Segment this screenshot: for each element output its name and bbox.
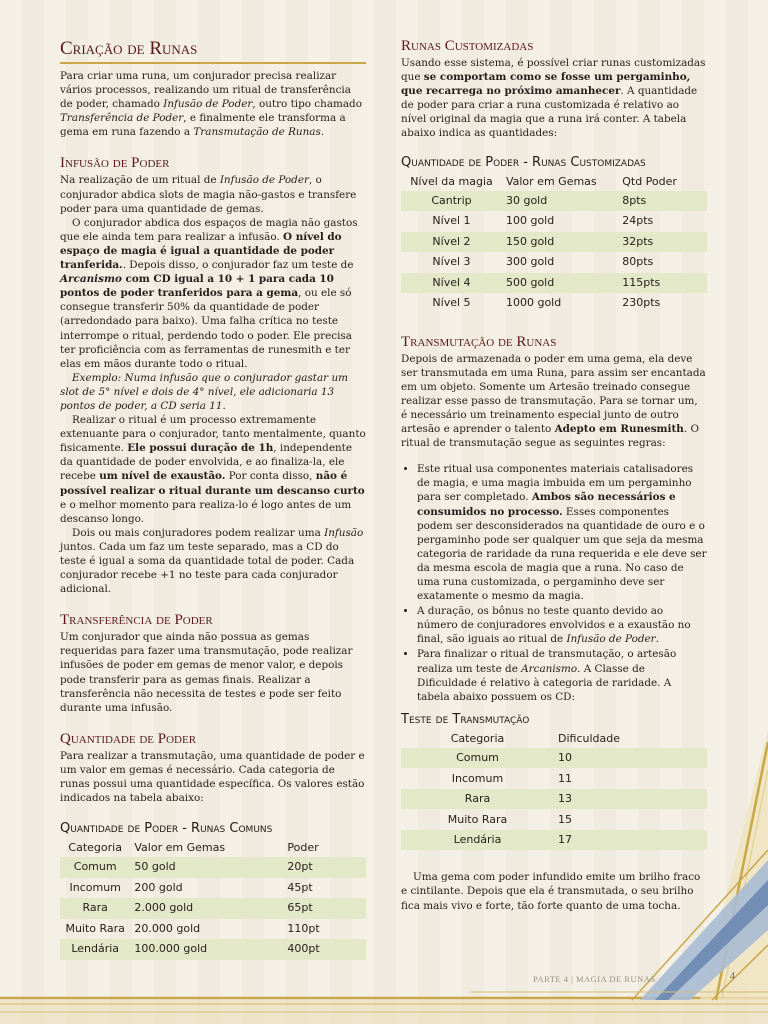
customizadas-paragraph: Usando esse sistema, é possível criar runas customizadas que se comportam como se fosse um pergaminho, que recarrega no próximo amanhecer. A quantidade de poder para criar a runa customizada é relativo ao nível original da magia que a runa irá conter. A tabela abaixo indica as quantidades: [401, 57, 706, 140]
column-header: Dificuldade [558, 731, 621, 745]
rule-item: • Este ritual usa componentes materiais catalisadores de magia, e uma magia imbuida em um pergaminho para ser completado. Ambos são necessários e consumidos no processo. Esses componentes podem ser desconsiderados na quantidade de ouro e o pergaminho pode ser qualquer um que seja da mesma categoria de raridade da runa requerida e ele deve ser da mesma escola de magia que a runa. No caso de uma runa customizada, o pergaminho deve ser exatamente o mesmo da magia. [417, 462, 707, 603]
table-cell: Rara [401, 789, 554, 810]
table-row [401, 293, 707, 314]
infusao-paragraph-2: O conjurador abdica dos espaços de magia não gastos que ele ainda tem para realizar a infusão. O nível do espaço de magia é igual a quantidade de poder tranferida.. Depois disso, o conjurador faz um teste de Arcanismo com CD igual a 10 + 1 para cada 10 pontos de poder tranferidos para a gema, ou ele só consegue transferir 50% da quantidade de poder (arredondado para baixo). Uma falha crítica no teste interrompe o ritual, perdendo todo o poder. Ele precisa ter proficiência com as ferramentas de runesmith e ter elas em mãos durante todo o ritual. [60, 216, 358, 370]
table-cell: Nível 1 [432, 214, 471, 228]
table-row [60, 939, 366, 960]
table-custom-title: Quantidade de Poder - Runas Customizadas [401, 154, 646, 170]
table-cell: 45pt [287, 880, 313, 894]
table-cell: Incomum [451, 771, 504, 785]
table-cell: Nível 5 [432, 296, 471, 310]
table-cell: 24pts [622, 214, 654, 228]
transmutacao-heading: Transmutação de Runas [401, 333, 557, 350]
table-row [60, 919, 366, 940]
table-cell: 500 gold [502, 273, 618, 294]
table-row [401, 232, 707, 253]
transferencia-heading: Transferência de Poder [60, 612, 213, 629]
table-cell: 400pt [283, 939, 366, 960]
table-cell: Nível 2 [401, 232, 502, 253]
table-row [401, 789, 707, 810]
table-cell: 115pts [618, 273, 707, 294]
table-cell: 30 gold [502, 191, 618, 212]
column-header: Categoria [450, 731, 505, 745]
table-cell: 65pt [283, 898, 366, 919]
rule-item: • A duração, os bônus no teste quanto devido ao número de conjuradores envolvidos e a exaustão no final, são iguais ao ritual de Infusão de Poder. [417, 604, 707, 646]
infusao-paragraph-3: Realizar o ritual é um processo extremamente extenuante para o conjurador, tanto mentalmente, quanto fisicamente. Ele possui duração de 1h, independente da quantidade de poder envolvida, e ao finaliza-la, ele recebe um nível de exaustão. Por conta disso, não é possível realizar o ritual durante um descanso curto e o melhor momento para realiza-lo é logo antes de um descanso longo. [60, 414, 366, 525]
table-cell: 110pt [287, 921, 320, 935]
table-cell: 17 [554, 830, 707, 851]
quantidade-heading: Quantidade de Poder [60, 730, 197, 747]
rule-item: • Para finalizar o ritual de transmutação, o artesão realiza um teste de Arcanismo. A Classe de Dificuldade é relativo à categoria de raridade. A tabela abaixo possuem os CD: [417, 647, 707, 703]
page-number: 4 [730, 971, 735, 982]
column-header: Categoria [68, 841, 122, 855]
table-comuns [60, 839, 366, 960]
table-cell: Incomum [69, 880, 121, 894]
table-teste [401, 730, 707, 851]
table-cell: Nível 4 [401, 273, 502, 294]
column-header: Valor em Gemas [134, 841, 226, 855]
left-column [60, 38, 366, 960]
infusao-paragraph-4: Dois ou mais conjuradores podem realizar uma Infusão juntos. Cada um faz um teste separado, mas a CD do teste é igual a soma da quantidade total de poder. Cada conjurador recebe +1 no teste para cada conjurador adicional. [60, 526, 364, 596]
table-cell: 230pts [622, 296, 661, 310]
table-cell: 150 gold [502, 232, 618, 253]
table-teste-title: Teste de Transmutação [401, 711, 530, 727]
column-header: Valor em Gemas [505, 174, 597, 188]
table-cell: 10 [554, 748, 707, 769]
transferencia-paragraph: Um conjurador que ainda não possua as gemas requeridas para fazer uma transmutação, pode realizar infusões de poder em gemas de menor valor, e depois pode transferir para as gemas finais. Realizar a transferência não necessita de testes e pode ser feito durante uma infusão. [60, 631, 353, 714]
table-cell: 1000 gold [505, 296, 562, 310]
table-cell: Lendária [401, 830, 554, 851]
table-row [401, 273, 707, 294]
table-row [401, 768, 707, 789]
table-comuns-title: Quantidade de Poder - Runas Comuns [60, 821, 273, 837]
table-cell: Comum [401, 748, 554, 769]
table-header-row [60, 839, 366, 857]
table-cell: 80pts [622, 255, 654, 269]
table-cell: 20.000 gold [134, 921, 201, 935]
table-cell: 200 gold [134, 880, 183, 894]
column-header: Poder [287, 841, 319, 855]
table-cell: 300 gold [505, 255, 555, 269]
table-cell: 15 [558, 812, 572, 826]
table-cell: 8pts [618, 191, 707, 212]
table-cell: Rara [60, 898, 130, 919]
infusao-paragraph-1: Na realização de um ritual de Infusão de Poder, o conjurador abdica slots de magia não-gastos e transfere poder para uma quantidade de gemas. [60, 174, 357, 215]
table-cell: 100 gold [505, 214, 555, 228]
table-cell: Muito Rara [447, 812, 508, 826]
closing-paragraph: Uma gema com poder infundido emite um brilho fraco e cintilante. Depois que ela é transmutada, o seu brilho fica mais vivo e forte, tão forte quanto de uma tocha. [401, 871, 701, 912]
infusao-example: Exemplo: Numa infusão que o conjurador gastar um slot de 5° nível e dois de 4° nível, ele adicionaria 13 pontos de poder, a CD seria 11. [60, 371, 348, 412]
infusao-heading: Infusão de Poder [60, 155, 170, 172]
table-row [401, 191, 707, 212]
column-header: Nível da magia [410, 174, 493, 188]
table-cell: Comum [60, 857, 130, 878]
table-header-row [401, 173, 707, 191]
customizadas-heading: Runas Customizadas [401, 38, 534, 54]
column-header: Qtd Poder [622, 174, 677, 188]
table-cell: Nível 3 [432, 255, 471, 269]
table-cell: 32pts [618, 232, 707, 253]
table-row [401, 809, 707, 830]
table-row [60, 898, 366, 919]
table-cell: Cantrip [401, 191, 502, 212]
table-custom [401, 173, 707, 314]
intro-paragraph: Para criar uma runa, um conjurador precisa realizar vários processos, realizando um ritual de transferência de poder, chamado Infusão de Poder, outro tipo chamado Transferência de Poder, e finalmente ele transforma a gema em runa fazendo a Transmutação de Runas. [60, 70, 362, 139]
table-cell: Lendária [60, 939, 130, 960]
table-row [60, 857, 366, 878]
footer-section: PARTE 4 | MAGIA DE RUNAS [533, 974, 656, 984]
table-cell: 100.000 gold [130, 939, 283, 960]
table-cell: 13 [554, 789, 707, 810]
table-cell: Muito Rara [65, 921, 125, 935]
quantidade-paragraph: Para realizar a transmutação, uma quantidade de poder e um valor em gemas é necessário. Cada categoria de runas possui uma quantidade específica. Os valores estão indicados na tabela abaixo: [60, 749, 365, 805]
table-row [60, 878, 366, 899]
table-cell: 20pt [283, 857, 366, 878]
transmutacao-paragraph: Depois de armazenada o poder em uma gema, ela deve ser transmutada em uma Runa, para assim ser encantada em um objeto. Somente um Artesão treinado consegue realizar esse passo de transmutação. Para se tornar um, é necessário um treinamento especial junto de outro artesão e aprender o talento Adepto em Runesmith. O ritual de transmutação segue as seguintes regras: [401, 352, 706, 450]
table-cell: 50 gold [130, 857, 283, 878]
table-cell: 11 [558, 771, 572, 785]
table-row [401, 748, 707, 769]
table-row [401, 830, 707, 851]
table-row [401, 211, 707, 232]
title-underline [60, 62, 366, 64]
table-cell: 2.000 gold [130, 898, 283, 919]
right-column [401, 38, 707, 913]
page-title: Criação de Runas [60, 38, 198, 59]
table-header-row [401, 730, 707, 748]
table-row [401, 252, 707, 273]
transmutacao-rules-list [401, 462, 707, 704]
